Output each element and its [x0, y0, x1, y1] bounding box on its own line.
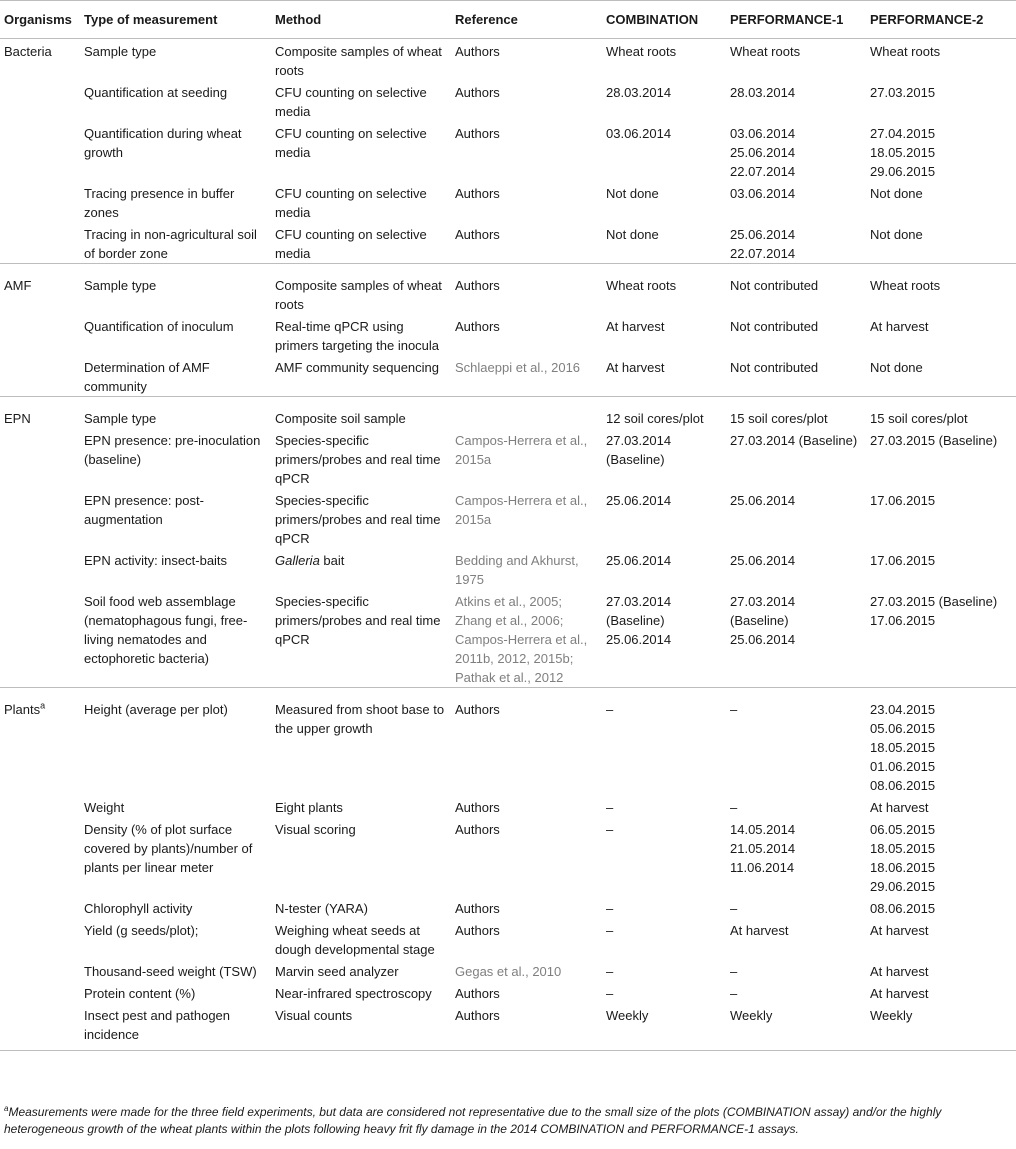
- cell-performance-2: [866, 264, 1016, 315]
- cell-performance-1: [726, 795, 866, 817]
- table-row: [0, 222, 1016, 264]
- table-row: [0, 428, 1016, 488]
- cell-performance-1: [726, 428, 866, 488]
- cell-value: At harvest: [870, 800, 929, 815]
- cell-value: Not done: [606, 186, 659, 201]
- cell-performance-2: [866, 397, 1016, 429]
- cell-value: 25.06.2014: [606, 553, 672, 568]
- cell-organism: [0, 548, 80, 589]
- method-italic-word: Galleria: [275, 553, 320, 568]
- cell-measurement-type: Thousand-seed weight (TSW): [84, 964, 257, 979]
- cell-combination: [602, 795, 726, 817]
- cell-value: 27.03.2014 (Baseline): [606, 433, 672, 467]
- organism-label: Bacteria: [4, 44, 52, 59]
- table-row: [0, 548, 1016, 589]
- cell-method: CFU counting on selective media: [275, 126, 427, 160]
- cell-method: Species-specific primers/probes and real time qPCR: [275, 493, 441, 546]
- cell-value: –: [606, 901, 614, 916]
- cell-value: –: [606, 702, 614, 717]
- table-row: [0, 80, 1016, 121]
- cell-value: –: [730, 964, 738, 979]
- cell-method: Real-time qPCR using primers targeting the inocula: [275, 319, 440, 353]
- cell-value: Wheat roots: [870, 44, 941, 59]
- cell-combination: [602, 488, 726, 548]
- cell-performance-1: [726, 222, 866, 264]
- cell-value: Wheat roots: [606, 278, 677, 293]
- cell-value: Wheat roots: [606, 44, 677, 59]
- cell-value: Not contributed: [730, 278, 819, 293]
- cell-value: 15 soil cores/plot: [730, 411, 828, 426]
- cell-organism: [0, 222, 80, 264]
- cell-measurement-type: Yield (g seeds/plot);: [84, 923, 199, 938]
- cell-value: Wheat roots: [870, 278, 941, 293]
- table-body: [0, 39, 1016, 1051]
- cell-value: 21.05.2014: [730, 841, 796, 856]
- cell-measurement-type: EPN activity: insect-baits: [84, 553, 228, 568]
- cell-value: 28.03.2014: [606, 85, 672, 100]
- cell-measurement-type: Density (% of plot surface covered by plants)/number of plants per linear meter: [84, 822, 253, 875]
- cell-performance-1: [726, 896, 866, 918]
- cell-reference[interactable]: Campos-Herrera et al., 2015a: [455, 493, 588, 527]
- cell-performance-1: [726, 181, 866, 222]
- cell-organism: [0, 589, 80, 688]
- cell-value: 01.06.2015: [870, 759, 936, 774]
- cell-organism: [0, 896, 80, 918]
- cell-value: 27.03.2015 (Baseline): [870, 433, 998, 448]
- method-rest: bait: [319, 553, 345, 568]
- cell-combination: [602, 688, 726, 796]
- cell-performance-2: [866, 1003, 1016, 1051]
- cell-combination: [602, 981, 726, 1003]
- cell-organism: [0, 314, 80, 355]
- cell-value: 03.06.2014: [606, 126, 672, 141]
- cell-value: 03.06.2014: [730, 186, 796, 201]
- cell-reference[interactable]: Campos-Herrera et al., 2015a: [455, 433, 588, 467]
- cell-performance-1: [726, 488, 866, 548]
- cell-measurement-type: Sample type: [84, 44, 157, 59]
- cell-measurement-type: Quantification of inoculum: [84, 319, 234, 334]
- table-row: [0, 795, 1016, 817]
- cell-value: 27.03.2015 (Baseline): [870, 594, 998, 609]
- cell-performance-2: [866, 918, 1016, 959]
- cell-organism: [0, 817, 80, 896]
- cell-value: Not done: [870, 227, 923, 242]
- cell-reference[interactable]: Gegas et al., 2010: [455, 964, 562, 979]
- cell-measurement-type: Sample type: [80, 397, 271, 429]
- cell-value: 18.05.2015: [870, 841, 936, 856]
- cell-value: 06.05.2015: [870, 822, 936, 837]
- cell-value: 22.07.2014: [730, 164, 796, 179]
- cell-reference[interactable]: Atkins et al., 2005; Zhang et al., 2006; Campos-Herrera et al., 2011b, 2012, 2015b; Pathak et al., 2012: [455, 594, 588, 685]
- cell-reference: Authors: [455, 901, 500, 916]
- cell-method: Composite soil sample: [271, 397, 451, 429]
- cell-value: 27.03.2015: [870, 85, 936, 100]
- cell-value: –: [606, 822, 614, 837]
- table-footnote: [4, 1104, 1010, 1138]
- cell-performance-2: [866, 959, 1016, 981]
- cell-value: 08.06.2015: [870, 901, 936, 916]
- cell-organism: [0, 795, 80, 817]
- cell-measurement-type: Quantification at seeding: [84, 85, 228, 100]
- cell-performance-2: [866, 589, 1016, 688]
- cell-value: 27.03.2014: [730, 594, 796, 609]
- cell-performance-1: [726, 918, 866, 959]
- cell-reference: Authors: [455, 319, 500, 334]
- cell-organism: [0, 39, 80, 81]
- cell-organism: [0, 959, 80, 981]
- cell-value: 25.06.2014: [730, 493, 796, 508]
- organism-label: AMF: [4, 278, 32, 293]
- footnote-text: Measurements were made for the three field experiments, but data are considered not representative due to the small size of the plots (COMBINATION assay) and/or the highly heterogeneous growth of the wheat plants within the plots following heavy frit fly damage in the 2014 COMBINATION and PERFORMANCE-1 assays.: [4, 1105, 942, 1136]
- cell-measurement-type: Soil food web assemblage (nematophagous fungi, free-living nematodes and ectophoretic bacteria): [84, 594, 248, 666]
- cell-method: CFU counting on selective media: [275, 186, 427, 220]
- cell-combination: [602, 397, 726, 429]
- cell-reference[interactable]: Schlaeppi et al., 2016: [455, 360, 581, 375]
- cell-measurement-type: Protein content (%): [84, 986, 196, 1001]
- cell-combination: [602, 896, 726, 918]
- cell-value: Wheat roots: [730, 44, 801, 59]
- cell-organism: [0, 688, 80, 796]
- cell-performance-2: [866, 981, 1016, 1003]
- cell-method: Composite samples of wheat roots: [271, 264, 451, 315]
- organism-label: EPN: [4, 411, 31, 426]
- cell-reference: Authors: [455, 822, 500, 837]
- cell-performance-1: [726, 589, 866, 688]
- header-method: Method: [271, 1, 451, 39]
- cell-reference: Authors: [455, 923, 500, 938]
- cell-method: Measured from shoot base to the upper growth: [271, 688, 451, 796]
- cell-reference: Authors: [451, 264, 602, 315]
- cell-method: N-tester (YARA): [275, 901, 368, 916]
- cell-performance-2: [866, 428, 1016, 488]
- cell-reference: Authors: [455, 85, 500, 100]
- cell-performance-2: [866, 314, 1016, 355]
- header-organisms: Organisms: [0, 1, 80, 39]
- cell-measurement-type: Weight: [84, 800, 125, 815]
- cell-performance-1: [726, 314, 866, 355]
- cell-value: 23.04.2015: [870, 702, 936, 717]
- footnote-ref: a: [40, 700, 46, 711]
- table-row: [0, 981, 1016, 1003]
- cell-performance-2: [866, 355, 1016, 397]
- table-row: [0, 181, 1016, 222]
- cell-method: Near-infrared spectroscopy: [275, 986, 432, 1001]
- cell-value: 29.06.2015: [870, 879, 936, 894]
- cell-combination: [602, 314, 726, 355]
- cell-combination: [602, 589, 726, 688]
- cell-method: Composite samples of wheat roots: [275, 44, 442, 78]
- cell-performance-1: [726, 959, 866, 981]
- cell-value: Weekly: [606, 1008, 649, 1023]
- cell-performance-1: [726, 39, 866, 81]
- cell-value: –: [606, 923, 614, 938]
- cell-reference: Authors: [451, 688, 602, 796]
- cell-performance-2: [866, 39, 1016, 81]
- cell-value: 27.03.2014 (Baseline): [730, 433, 858, 448]
- cell-value: 18.06.2015: [870, 860, 936, 875]
- cell-value: Not done: [870, 360, 923, 375]
- header-reference: Reference: [451, 1, 602, 39]
- cell-performance-2: [866, 181, 1016, 222]
- cell-value: Not done: [606, 227, 659, 242]
- cell-organism: [0, 264, 80, 315]
- cell-reference: Authors: [455, 986, 500, 1001]
- table-row: [0, 896, 1016, 918]
- cell-performance-2: [866, 488, 1016, 548]
- cell-value: Not done: [870, 186, 923, 201]
- cell-reference[interactable]: Bedding and Akhurst, 1975: [455, 553, 579, 587]
- cell-value: 25.06.2014: [730, 145, 796, 160]
- cell-method: Visual counts: [271, 1003, 451, 1051]
- table-row: [0, 314, 1016, 355]
- cell-combination: [602, 918, 726, 959]
- cell-method: Weighing wheat seeds at dough developmental stage: [275, 923, 435, 957]
- cell-organism: [0, 428, 80, 488]
- cell-measurement-type: Insect pest and pathogen incidence: [80, 1003, 271, 1051]
- table-row: [0, 121, 1016, 181]
- cell-value: 05.06.2015: [870, 721, 936, 736]
- cell-reference: Authors: [455, 227, 500, 242]
- cell-value: At harvest: [606, 319, 665, 334]
- cell-performance-1: [726, 688, 866, 796]
- cell-performance-2: [866, 795, 1016, 817]
- cell-performance-2: [866, 817, 1016, 896]
- cell-combination: [602, 222, 726, 264]
- cell-value: –: [730, 702, 738, 717]
- table-row: [0, 959, 1016, 981]
- table-row: [0, 589, 1016, 688]
- cell-performance-1: [726, 80, 866, 121]
- cell-method: Eight plants: [275, 800, 343, 815]
- cell-performance-2: [866, 548, 1016, 589]
- cell-value: At harvest: [870, 319, 929, 334]
- header-performance-1: PERFORMANCE-1: [726, 1, 866, 39]
- cell-value: Weekly: [870, 1008, 913, 1023]
- cell-organism: [0, 918, 80, 959]
- header-type-of-measurement: Type of measurement: [80, 1, 271, 39]
- organism-label: Plants: [4, 702, 41, 717]
- cell-measurement-type: Quantification during wheat growth: [84, 126, 242, 160]
- cell-organism: [0, 121, 80, 181]
- cell-value: At harvest: [870, 986, 929, 1001]
- cell-value: 17.06.2015: [870, 613, 936, 628]
- cell-value: Not contributed: [730, 319, 819, 334]
- cell-performance-1: [726, 1003, 866, 1051]
- cell-combination: [602, 80, 726, 121]
- cell-value: 15 soil cores/plot: [870, 411, 968, 426]
- cell-reference: Authors: [455, 126, 500, 141]
- cell-performance-2: [866, 121, 1016, 181]
- cell-value: 22.07.2014: [730, 246, 796, 261]
- cell-method: AMF community sequencing: [275, 360, 440, 375]
- cell-value: 25.06.2014: [606, 493, 672, 508]
- cell-reference: [451, 397, 602, 429]
- table-row: [0, 1003, 1016, 1051]
- cell-value: At harvest: [870, 964, 929, 979]
- cell-value: 25.06.2014: [730, 553, 796, 568]
- cell-reference: Authors: [455, 186, 500, 201]
- cell-organism: [0, 80, 80, 121]
- cell-performance-1: [726, 121, 866, 181]
- table-row: [0, 397, 1016, 429]
- cell-value: 03.06.2014: [730, 126, 796, 141]
- footnote-marker: a: [4, 1104, 9, 1113]
- cell-value: 27.04.2015: [870, 126, 936, 141]
- table-row: [0, 488, 1016, 548]
- cell-value: –: [730, 901, 738, 916]
- cell-value: (Baseline): [730, 613, 789, 628]
- header-performance-2: PERFORMANCE-2: [866, 1, 1016, 39]
- cell-performance-1: [726, 548, 866, 589]
- cell-value: 11.06.2014: [730, 860, 795, 875]
- table-header-row: [0, 1, 1016, 39]
- cell-method: CFU counting on selective media: [275, 85, 427, 119]
- cell-organism: [0, 397, 80, 429]
- cell-value: 25.06.2014: [606, 632, 672, 647]
- table-row: [0, 264, 1016, 315]
- cell-measurement-type: Tracing in non-agricultural soil of border zone: [84, 227, 257, 261]
- cell-measurement-type: Determination of AMF community: [84, 360, 210, 394]
- cell-value: 12 soil cores/plot: [606, 411, 704, 426]
- cell-value: –: [730, 986, 738, 1001]
- cell-measurement-type: Chlorophyll activity: [84, 901, 193, 916]
- table-row: [0, 817, 1016, 896]
- cell-method: CFU counting on selective media: [275, 227, 427, 261]
- cell-combination: [602, 39, 726, 81]
- cell-value: 28.03.2014: [730, 85, 796, 100]
- cell-performance-1: [726, 264, 866, 315]
- cell-combination: [602, 121, 726, 181]
- cell-combination: [602, 817, 726, 896]
- cell-method: Marvin seed analyzer: [275, 964, 399, 979]
- cell-value: At harvest: [870, 923, 929, 938]
- cell-combination: [602, 181, 726, 222]
- cell-measurement-type: Height (average per plot): [80, 688, 271, 796]
- cell-organism: [0, 981, 80, 1003]
- cell-performance-2: [866, 688, 1016, 796]
- cell-organism: [0, 1003, 80, 1051]
- cell-combination: [602, 959, 726, 981]
- table-row: [0, 688, 1016, 796]
- cell-value: At harvest: [730, 923, 789, 938]
- cell-reference: Authors: [455, 44, 500, 59]
- cell-value: –: [606, 800, 614, 815]
- cell-performance-1: [726, 817, 866, 896]
- cell-value: 17.06.2015: [870, 493, 936, 508]
- cell-value: –: [606, 964, 614, 979]
- cell-value: 18.05.2015: [870, 740, 936, 755]
- cell-value: (Baseline): [606, 613, 665, 628]
- cell-performance-2: [866, 896, 1016, 918]
- cell-value: 08.06.2015: [870, 778, 936, 793]
- cell-performance-1: [726, 981, 866, 1003]
- cell-value: 18.05.2015: [870, 145, 936, 160]
- cell-performance-1: [726, 355, 866, 397]
- cell-organism: [0, 355, 80, 397]
- cell-performance-2: [866, 222, 1016, 264]
- cell-measurement-type: Tracing presence in buffer zones: [84, 186, 235, 220]
- cell-measurement-type: EPN presence: pre-inoculation (baseline): [84, 433, 261, 467]
- cell-performance-2: [866, 80, 1016, 121]
- cell-method: Species-specific primers/probes and real time qPCR: [275, 433, 441, 486]
- cell-value: At harvest: [606, 360, 665, 375]
- cell-combination: [602, 428, 726, 488]
- cell-value: 17.06.2015: [870, 553, 936, 568]
- cell-value: Not contributed: [730, 360, 819, 375]
- cell-method: Species-specific primers/probes and real time qPCR: [275, 594, 441, 647]
- cell-organism: [0, 488, 80, 548]
- cell-value: 25.06.2014: [730, 227, 796, 242]
- cell-performance-1: [726, 397, 866, 429]
- cell-method: [271, 548, 451, 589]
- cell-value: 25.06.2014: [730, 632, 796, 647]
- cell-combination: [602, 264, 726, 315]
- table-row: [0, 39, 1016, 81]
- cell-reference: Authors: [455, 800, 500, 815]
- table-row: [0, 918, 1016, 959]
- cell-combination: [602, 548, 726, 589]
- cell-combination: [602, 355, 726, 397]
- cell-reference: Authors: [451, 1003, 602, 1051]
- table-row: [0, 355, 1016, 397]
- cell-value: 29.06.2015: [870, 164, 936, 179]
- cell-value: –: [730, 800, 738, 815]
- cell-measurement-type: Sample type: [80, 264, 271, 315]
- cell-method: Visual scoring: [275, 822, 356, 837]
- cell-organism: [0, 181, 80, 222]
- cell-combination: [602, 1003, 726, 1051]
- cell-value: Weekly: [730, 1008, 773, 1023]
- cell-value: –: [606, 986, 614, 1001]
- header-combination: COMBINATION: [602, 1, 726, 39]
- cell-value: 27.03.2014: [606, 594, 672, 609]
- cell-measurement-type: EPN presence: post-augmentation: [84, 493, 204, 527]
- cell-value: 14.05.2014: [730, 822, 796, 837]
